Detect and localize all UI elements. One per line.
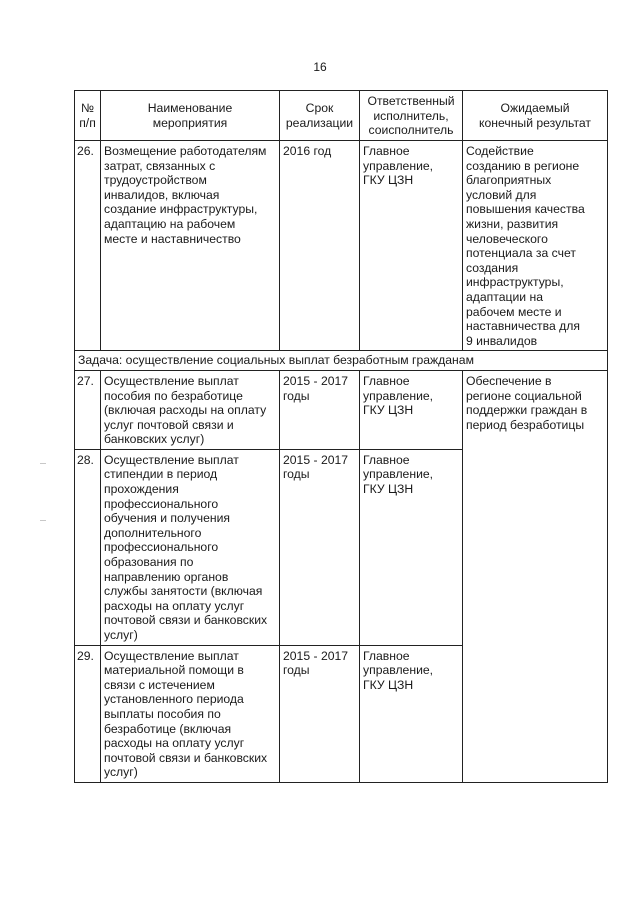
page-number: 16 bbox=[313, 60, 327, 74]
executor: Главное управление, ГКУ ЦЗН bbox=[360, 449, 463, 645]
header-executor: Ответственный исполнитель, соисполнитель bbox=[360, 91, 463, 141]
table-header-row bbox=[75, 91, 608, 141]
executor: Главное управление, ГКУ ЦЗН bbox=[360, 645, 463, 782]
row-number: 26. bbox=[75, 141, 101, 351]
measures-table bbox=[74, 90, 608, 783]
term: 2016 год bbox=[280, 141, 360, 351]
term: 2015 - 2017 годы bbox=[280, 645, 360, 782]
section-title: Задача: осуществление социальных выплат безработным гражданам bbox=[75, 351, 608, 371]
term: 2015 - 2017 годы bbox=[280, 370, 360, 449]
scan-margin-mark bbox=[40, 520, 46, 521]
section-row bbox=[75, 351, 608, 371]
header-expected-result: Ожидаемый конечный результат bbox=[463, 91, 608, 141]
header-measure-name: Наименование мероприятия bbox=[101, 91, 280, 141]
table-row bbox=[75, 370, 608, 449]
measure-name: Осуществление выплат стипендии в период прохождения профессионального обучения и получения дополнительного профессионального образования по направлению органов службы занятости (включая расходы на оплату услуг почтовой связи и банковских услуг) bbox=[101, 449, 280, 645]
row-number: 28. bbox=[75, 449, 101, 645]
expected-result: Содействие созданию в регионе благоприятных условий для повышения качества жизни, развития человеческого потенциала за счет создания инфраструктуры, адаптации на рабочем месте и наставничества для 9 инвалидов bbox=[463, 141, 608, 351]
executor: Главное управление, ГКУ ЦЗН bbox=[360, 141, 463, 351]
header-term: Срок реализации bbox=[280, 91, 360, 141]
measure-name: Возмещение работодателям затрат, связанных с трудоустройством инвалидов, включая создание инфраструктуры, адаптацию на рабочем месте и наставничество bbox=[101, 141, 280, 351]
measure-name: Осуществление выплат пособия по безработице (включая расходы на оплату услуг почтовой связи и банковских услуг) bbox=[101, 370, 280, 449]
term: 2015 - 2017 годы bbox=[280, 449, 360, 645]
measure-name: Осуществление выплат материальной помощи в связи с истечением установленного периода выплаты пособия по безработице (включая расходы на оплату услуг почтовой связи и банковских услуг) bbox=[101, 645, 280, 782]
table-row bbox=[75, 141, 608, 351]
scan-margin-mark bbox=[40, 463, 46, 464]
executor: Главное управление, ГКУ ЦЗН bbox=[360, 370, 463, 449]
header-number: № п/п bbox=[75, 91, 101, 141]
row-number: 27. bbox=[75, 370, 101, 449]
row-number: 29. bbox=[75, 645, 101, 782]
expected-result-shared: Обеспечение в регионе социальной поддержки граждан в период безработицы bbox=[463, 370, 608, 782]
